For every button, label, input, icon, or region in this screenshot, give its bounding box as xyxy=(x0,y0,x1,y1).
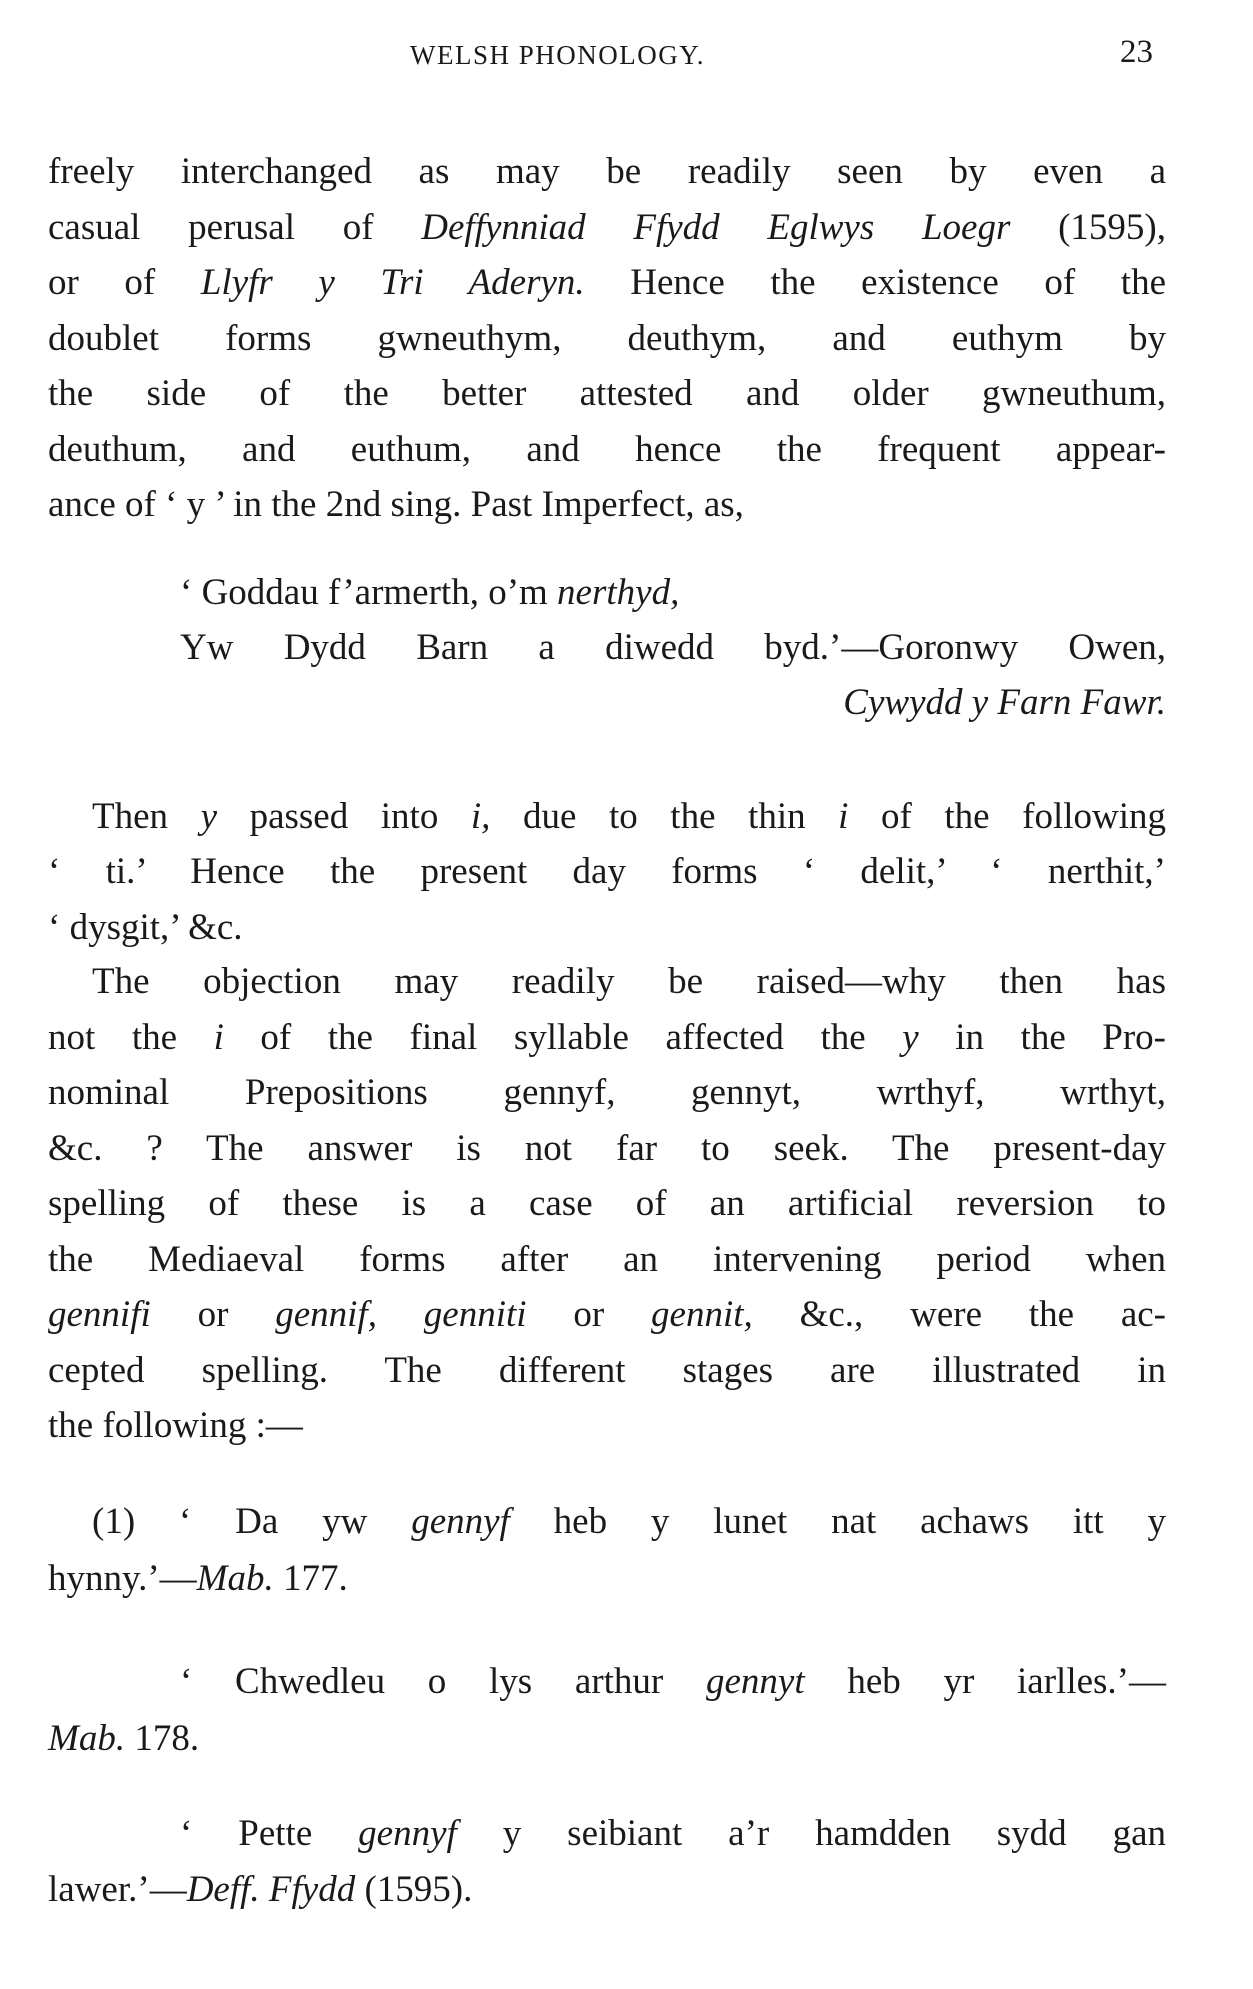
text-line xyxy=(48,372,1166,416)
text-segment: of the final syllable affected the xyxy=(223,1017,903,1058)
text-segment: ance of ‘ y ’ in the 2nd sing. Past Imperfect, as, xyxy=(48,484,744,525)
text-line xyxy=(48,261,1166,305)
text-segment: Then xyxy=(92,796,201,837)
text-segment: or xyxy=(150,1294,276,1335)
text-segment: in the Pro- xyxy=(918,1017,1167,1058)
text-segment: doublet forms gwneuthym, deuthym, and euthym by xyxy=(48,318,1166,359)
running-title: WELSH PHONOLOGY. xyxy=(410,40,706,70)
italic-text: Cywydd y Farn Fawr. xyxy=(843,682,1166,723)
text-line xyxy=(48,1238,1166,1282)
text-line xyxy=(48,428,1166,472)
italic-text: nerthyd, xyxy=(557,572,680,613)
text-segment: 177. xyxy=(273,1558,348,1599)
text-segment: casual perusal of xyxy=(48,207,422,248)
text-line xyxy=(92,1500,1166,1544)
text-segment: due to the thin xyxy=(490,796,839,837)
text-segment: spelling of these is a case of an artificial reversion to xyxy=(48,1183,1166,1224)
italic-text: Deff. Ffydd xyxy=(186,1869,356,1910)
text-segment: Hence the existence of the xyxy=(584,262,1166,303)
text-segment: passed into xyxy=(217,796,471,837)
text-line xyxy=(48,850,1166,894)
text-segment: the following :— xyxy=(48,1405,303,1446)
text-segment: (1) ‘ Da yw xyxy=(92,1501,412,1542)
text-line xyxy=(48,1557,348,1601)
italic-text: gennif, genniti xyxy=(275,1294,527,1335)
text-line xyxy=(48,1016,1166,1060)
text-segment: the side of the better attested and older gwneuthum, xyxy=(48,373,1166,414)
text-line xyxy=(48,1404,303,1448)
page-number: 23 xyxy=(1120,34,1153,70)
text-segment: ‘ dysgit,’ &c. xyxy=(48,907,243,948)
text-segment: (1595), xyxy=(1010,207,1166,248)
italic-text: gennyf xyxy=(411,1501,510,1542)
text-segment: nominal Prepositions gennyf, gennyt, wrthyf, wrthyt, xyxy=(48,1072,1166,1113)
text-line xyxy=(48,1127,1166,1171)
text-line xyxy=(48,1868,472,1912)
text-segment: of the following xyxy=(848,796,1167,837)
text-line xyxy=(48,317,1166,361)
italic-text: y xyxy=(902,1017,919,1058)
text-segment: deuthum, and euthum, and hence the frequent appear- xyxy=(48,429,1166,470)
text-segment: 178. xyxy=(125,1718,200,1759)
text-line xyxy=(180,626,1166,670)
text-segment: ‘ Pette xyxy=(180,1813,359,1854)
text-line xyxy=(48,1071,1166,1115)
text-line xyxy=(48,906,243,950)
text-line xyxy=(48,1349,1166,1393)
text-line xyxy=(0,681,1166,725)
text-segment: lawer.’— xyxy=(48,1869,187,1910)
text-line xyxy=(48,150,1166,194)
text-segment: (1595). xyxy=(355,1869,473,1910)
italic-text: i, xyxy=(470,796,491,837)
italic-text: gennifi xyxy=(48,1294,151,1335)
italic-text: Llyfr y Tri Aderyn. xyxy=(200,262,585,303)
text-segment: ‘ Chwedleu o lys arthur xyxy=(180,1661,706,1702)
text-segment: not the xyxy=(48,1017,214,1058)
text-segment: cepted spelling. The different stages are illustrated in xyxy=(48,1350,1166,1391)
text-segment: ‘ Goddau f’armerth, o’m xyxy=(180,572,558,613)
text-segment: or of xyxy=(48,262,201,303)
text-segment: &c., were the ac- xyxy=(752,1294,1166,1335)
text-segment: ‘ ti.’ Hence the present day forms ‘ delit,’ ‘ nerthit,’ xyxy=(48,851,1166,892)
italic-text: y xyxy=(200,796,218,837)
text-segment: the Mediaeval forms after an intervening period when xyxy=(48,1239,1166,1280)
text-segment: heb yr iarlles.’— xyxy=(804,1661,1166,1702)
text-line xyxy=(48,483,744,527)
text-segment: heb y lunet nat achaws itt y xyxy=(509,1501,1167,1542)
italic-text: gennyt xyxy=(705,1661,805,1702)
text-segment: The objection may readily be raised—why then has xyxy=(92,961,1166,1002)
text-line xyxy=(48,1717,199,1761)
text-segment: Yw Dydd Barn a diwedd byd.’—Goronwy Owen, xyxy=(180,627,1166,668)
text-segment: hynny.’— xyxy=(48,1558,197,1599)
italic-text: Mab. xyxy=(196,1558,274,1599)
italic-text: i xyxy=(213,1017,224,1058)
text-segment: or xyxy=(526,1294,652,1335)
italic-text: gennyf xyxy=(358,1813,457,1854)
text-line xyxy=(48,206,1166,250)
italic-text: gennit, xyxy=(651,1294,753,1335)
text-line xyxy=(180,1660,1166,1704)
text-line xyxy=(180,1812,1166,1856)
text-line xyxy=(180,571,679,615)
text-segment: &c. ? The answer is not far to seek. The present-day xyxy=(48,1128,1166,1169)
text-segment: freely interchanged as may be readily seen by even a xyxy=(48,151,1166,192)
text-line xyxy=(48,1182,1166,1226)
text-line xyxy=(48,1293,1166,1337)
text-line xyxy=(92,960,1166,1004)
text-segment: y seibiant a’r hamdden sydd gan xyxy=(456,1813,1166,1854)
text-line xyxy=(92,795,1166,839)
italic-text: Mab. xyxy=(48,1718,126,1759)
italic-text: i xyxy=(838,796,849,837)
italic-text: Deffynniad Ffydd Eglwys Loegr xyxy=(421,207,1011,248)
